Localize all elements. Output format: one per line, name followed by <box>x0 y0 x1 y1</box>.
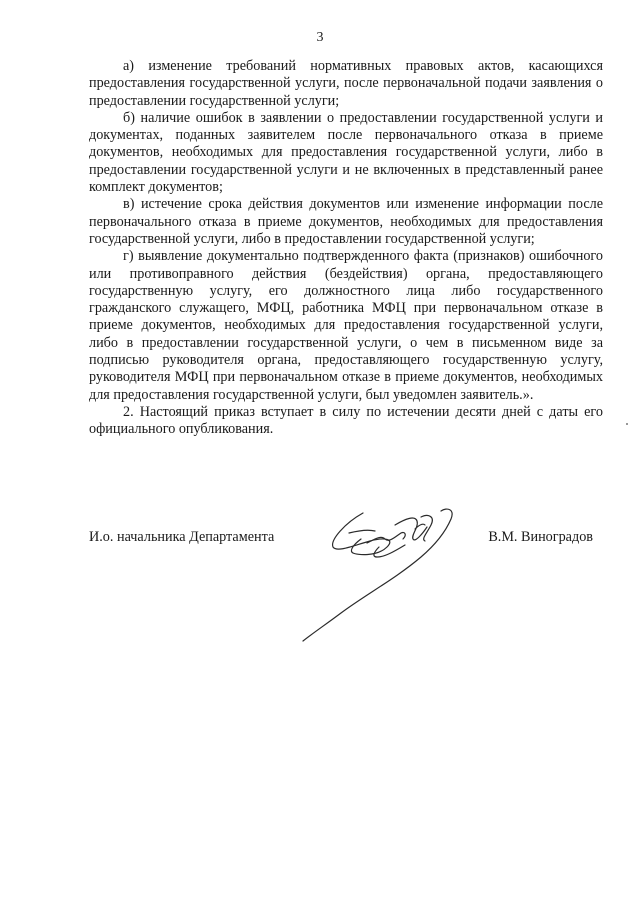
paragraph-g: г) выявление документально подтвержденного факта (признаков) ошибочного или противоправного действия (бездействия) органа, предоставляющего государственную услугу, его должностного лица либо государственного гражданского служащего, МФЦ, работника МФЦ при первоначальном отказе в приеме документов, необходимых для предоставления государственной услуги, либо в предоставлении государственной услуги, о чем в письменном виде за подписью руководителя органа, предоставляющего государственную услугу, руководителя МФЦ при первоначальном отказе в приеме документов, необходимых для предоставления государственной услуги, был уведомлен заявитель.». <box>89 248 603 403</box>
scan-speck <box>626 423 628 425</box>
paragraph-v: в) истечение срока действия документов или изменение информации после первоначального отказа в приеме документов, необходимых для предоставления государственной услуги, либо в предоставлении государственной услуги; <box>89 196 603 247</box>
document-body <box>89 58 603 439</box>
paragraph-b: б) наличие ошибок в заявлении о предоставлении государственной услуги и документах, поданных заявителем после первоначального отказа в приеме документов, необходимых для предоставления государственной услуги, либо в предоставлении государственной услуги и не включенных в представленный ранее комплект документов; <box>89 109 603 196</box>
signatory-name: В.М. Виноградов <box>488 529 593 545</box>
paragraph-a: а) изменение требований нормативных правовых актов, касающихся предоставления государственной услуги, после первоначальной подачи заявления о предоставлении государственной услуги; <box>89 58 603 109</box>
page-number: 3 <box>316 30 324 45</box>
signatory-position: И.о. начальника Департамента <box>89 529 275 545</box>
paragraph-2: 2. Настоящий приказ вступает в силу по истечении десяти дней с даты его официального опубликования. <box>89 403 603 438</box>
handwritten-signature <box>245 495 475 645</box>
